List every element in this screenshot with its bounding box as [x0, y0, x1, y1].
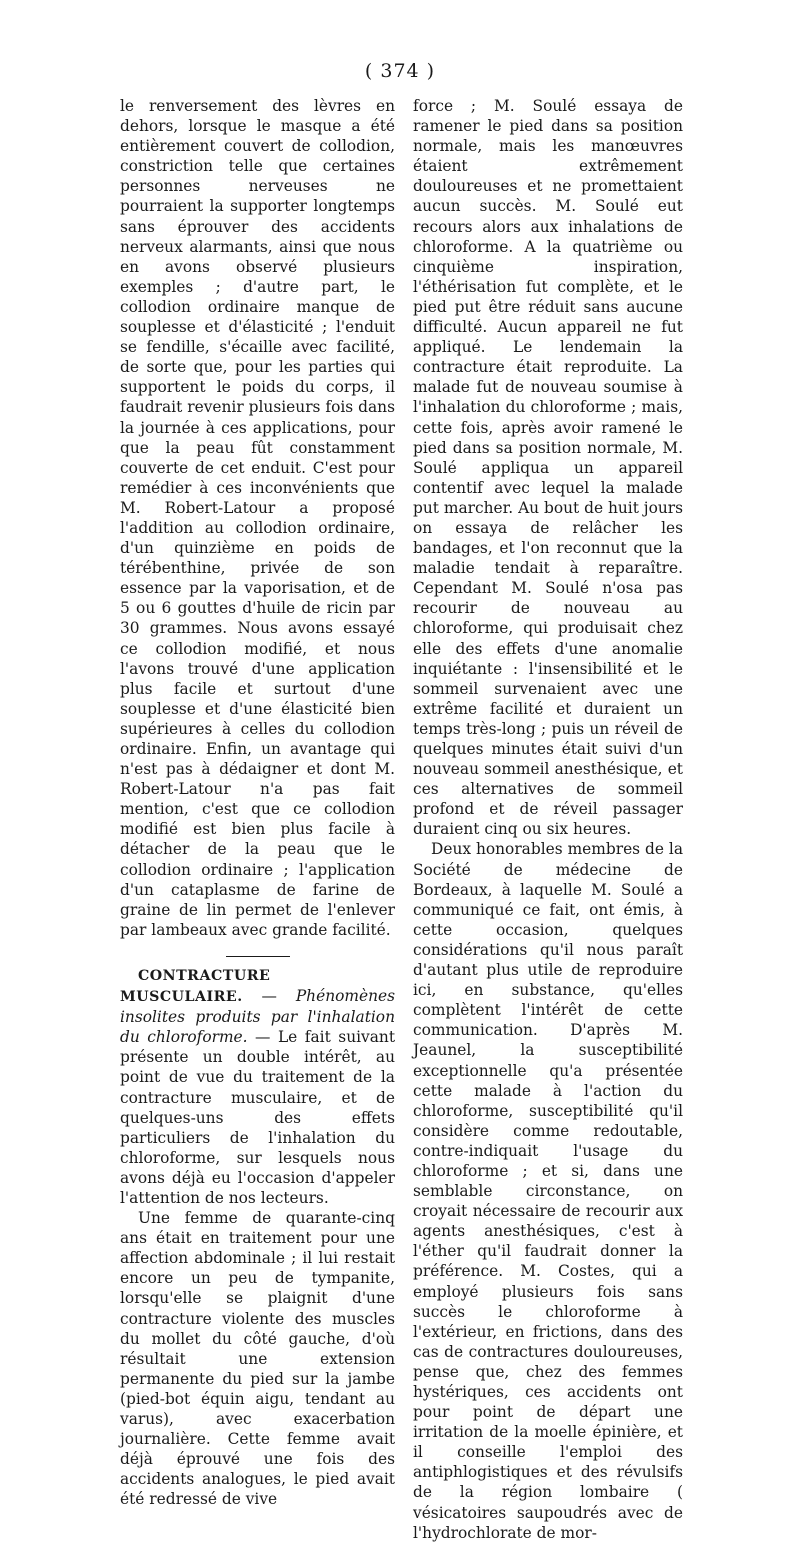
- section-divider: [226, 956, 290, 957]
- section-heading-paragraph: [120, 965, 395, 1208]
- left-column: [120, 96, 395, 1509]
- page-number: ( 374 ): [364, 60, 436, 82]
- section-subtitle: Phénomènes insolites produits par l'inhalation du chloroforme.: [120, 987, 395, 1047]
- section-title: CONTRACTURE MUSCULAIRE.: [120, 967, 271, 1006]
- paragraph-collodion: le renversement des lèvres en dehors, lorsque le masque a été entièrement couvert de collodion, constriction telle que certaines personnes nerveuses ne pourraient la supporter longtemps sans éprouver des accidents nerveux alarmants, ainsi que nous en avons observé plusieurs exemples ; d'autre part, le collodion ordinaire manque de souplesse et d'élasticité ; l'enduit se fendille, s'écaille avec facilité, de sorte que, pour les parties qui supportent le poids du corps, il faudrait revenir plusieurs fois dans la journée à ces applications, pour que la peau fût constamment couverte de cet enduit. C'est pour remédier à ces inconvénients que M. Robert-Latour a proposé l'addition au collodion ordinaire, d'un quinzième en poids de térébenthine, privée de son essence par la vaporisation, et de 5 ou 6 gouttes d'huile de ricin par 30 grammes. Nous avons essayé ce collodion modifié, et nous l'avons trouvé d'une application plus facile et surtout d'une souplesse et d'une élasticité bien supérieures à celles du collodion ordinaire. Enfin, un avantage qui n'est pas à dédaigner et dont M. Robert-Latour n'a pas fait mention, c'est que ce collodion modifié est bien plus facile à détacher de la peau que le collodion ordinaire ; l'application d'un cataplasme de farine de graine de lin permet de l'enlever par lambeaux avec grande facilité.: [120, 97, 395, 939]
- section-intro: — Le fait suivant présente un double intérêt, au point de vue du traitement de la contracture musculaire, et de quelques-uns des effets particuliers de l'inhalation du chloroforme, sur lesquels nous avons déjà eu l'occasion d'appeler l'attention de nos lecteurs.: [120, 1028, 396, 1207]
- section-dash: —: [242, 987, 296, 1006]
- paragraph-treatment: force ; M. Soulé essaya de ramener le pied dans sa position normale, mais les manœuvres étaient extrêmement douloureuses et ne promettaient aucun succès. M. Soulé eut recours alors aux inhalations de chloroforme. A la quatrième ou cinquième inspiration, l'éthérisation fut complète, et le pied put être réduit sans aucune difficulté. Aucun appareil ne fut appliqué. Le lendemain la contracture était reproduite. La malade fut de nouveau soumise à l'inhalation du chloroforme ; mais, cette fois, après avoir ramené le pied dans sa position normale, M. Soulé appliqua un appareil contentif avec lequel la malade put marcher. Au bout de huit jours on essaya de relâcher les bandages, et l'on reconnut que la maladie tendait à reparaître. Cependant M. Soulé n'osa pas recourir de nouveau au chloroforme, qui produisait chez elle des effets d'une anomalie inquiétante : l'insensibilité et le sommeil survenaient avec une extrême facilité et duraient un temps très-long ; puis un réveil de quelques minutes était suivi d'un nouveau sommeil anesthésique, et ces alternatives de sommeil profond et de réveil passager duraient cinq ou six heures.: [413, 97, 683, 839]
- paragraph-society: Deux honorables membres de la Société de médecine de Bordeaux, à laquelle M. Soulé a communiqué ce fait, ont émis, à cette occasion, quelques considérations qu'il nous paraît d'autant plus utile de reproduire ici, en substance, qu'elles complètent l'intérêt de cette communication. D'après M. Jeaunel, la susceptibilité exceptionnelle qu'a présentée cette malade à l'action du chloroforme, susceptibilité qu'il considère comme redoutable, contre-indiquait l'usage du chloroforme ; et si, dans une semblable circonstance, on croyait nécessaire de recourir aux agents anesthésiques, c'est à l'éther qu'il faudrait donner la préférence. M. Costes, qui a employé plusieurs fois sans succès le chloroforme à l'extérieur, en frictions, dans des cas de contractures douloureuses, pense que, chez des femmes hystériques, ces accidents ont pour point de départ une irritation de la moelle épinière, et il conseille l'emploi des antiphlogistiques et des révulsifs de la région lombaire ( vésicatoires saupoudrés avec de l'hydrochlorate de mor-: [413, 840, 683, 1542]
- paragraph-case: Une femme de quarante-cinq ans était en traitement pour une affection abdominale ; il lui restait encore un peu de tympanite, lorsqu'elle se plaignit d'une contracture violente des muscles du mollet du côté gauche, d'où résultait une extension permanente du pied sur la jambe (pied-bot équin aigu, tendant au varus), avec exacerbation journalière. Cette femme avait déjà éprouvé une fois des accidents analogues, le pied avait été redressé de vive: [120, 1209, 395, 1509]
- right-column: [413, 96, 683, 1543]
